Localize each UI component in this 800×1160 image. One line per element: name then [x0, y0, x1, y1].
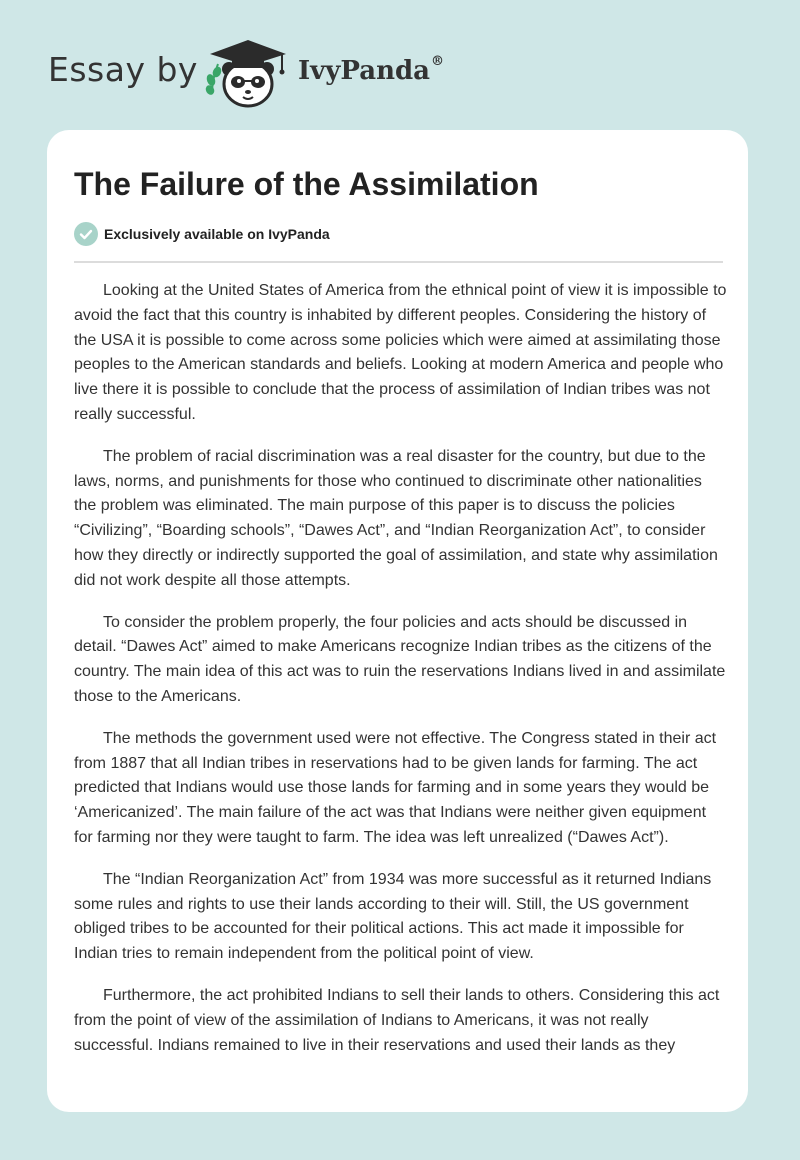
divider	[74, 261, 723, 263]
paragraph: The “Indian Reorganization Act” from 1934 was more successful as it returned Indians some rules and rights to use their lands according to their will. Still, the US government obliged tribes to be accounted for their political actions. This act made it impossible for Indian tries to remain independent from the political point of view.	[74, 870, 712, 963]
paragraph: Looking at the United States of America from the ethnical point of view it is impossible to avoid the fact that this country is inhabited by different peoples. Considering the history of the USA it is possible to come across some policies which were aimed at assimilating those peoples to the American standards and beliefs. Looking at modern America and people who live there it is possible to conclude that the process of assimilation of Indian tribes was not really successful.	[74, 282, 727, 423]
paragraph: The methods the government used were not effective. The Congress stated in their act from 1887 that all Indian tribes in reservations had to be given lands for farming. The act predicted that Indians would use those lands for farming and in some years they would be ‘Americanized’. The main failure of the act was that Indians were neither given equipment for farming nor they were taught to farm. The idea was left unrealized (“Dawes Act”).	[74, 729, 717, 846]
essay-body	[74, 279, 728, 1075]
registered-mark: ®	[431, 54, 445, 69]
paragraph: Furthermore, the act prohibited Indians to sell their lands to others. Considering this act from the point of view of the assimilation of Indians to Americans, it was not really successful. Indians remained to live in their reservations and used their lands as they	[74, 986, 720, 1054]
site-header	[0, 0, 800, 130]
brand-name-text: IvyPanda	[298, 56, 431, 86]
exclusive-badge	[74, 222, 330, 246]
exclusive-badge-label: Exclusively available on IvyPanda	[104, 226, 330, 242]
check-circle-icon	[74, 222, 98, 246]
panda-graduate-logo-icon[interactable]	[202, 36, 294, 110]
brand-name[interactable]	[298, 56, 444, 86]
essay-by-label: Essay by	[48, 50, 198, 89]
page-title: The Failure of the Assimilation	[74, 166, 539, 202]
paragraph: The problem of racial discrimination was a real disaster for the country, but due to the laws, norms, and punishments for those who continued to discriminate other nationalities the problem was eliminated. The main purpose of this paper is to discuss the policies “Civilizing”, “Boarding schools”, “Dawes Act”, and “Indian Reorganization Act”, to consider how they directly or indirectly supported the goal of assimilation, and state why assimilation did not work despite all those attempts.	[74, 447, 718, 589]
essay-card	[47, 130, 748, 1112]
paragraph: To consider the problem properly, the four policies and acts should be discussed in detail. “Dawes Act” aimed to make Americans recognize Indian tribes as the citizens of the country. The main idea of this act was to ruin the reservations Indians lived in and assimilate those to the Americans.	[74, 613, 726, 705]
